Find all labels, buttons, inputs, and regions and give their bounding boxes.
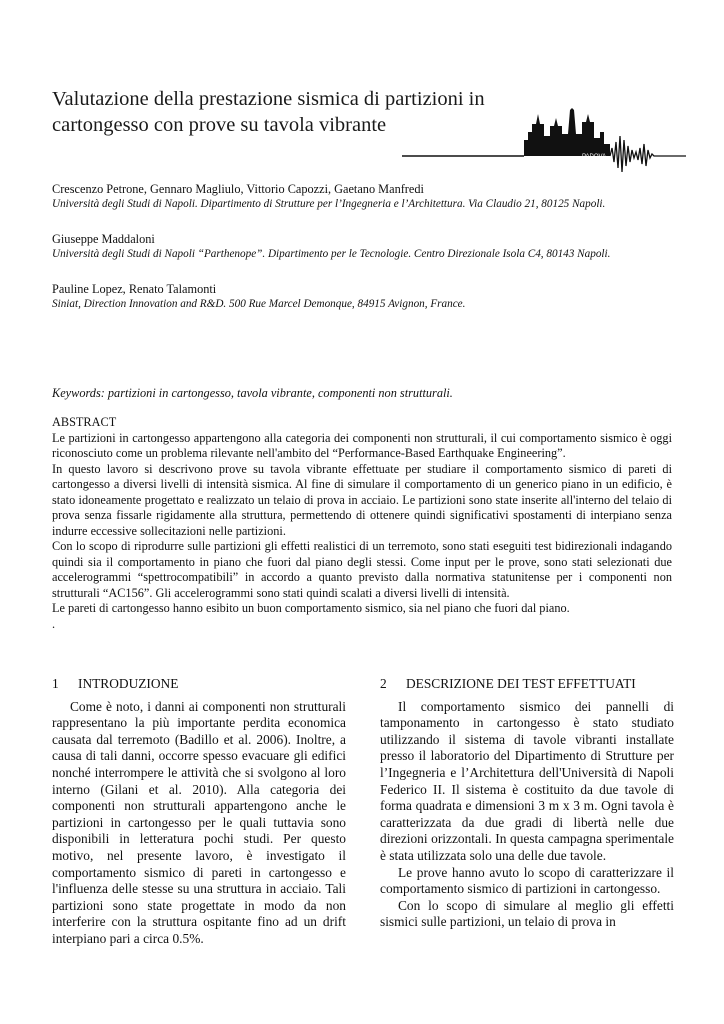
section-introduzione (52, 676, 346, 948)
abstract (52, 415, 672, 632)
section-title: INTRODUZIONE (78, 676, 179, 691)
author-group-1 (52, 182, 652, 211)
abstract-paragraph: Le partizioni in cartongesso appartengono alla categoria dei componenti non strutturali, il cui comportamento sismico è oggi riconosciuto come un problema rilevante nell'ambito del “Performance-Based Earthquake Engineering”. (52, 430, 672, 460)
abstract-paragraph: Con lo scopo di riprodurre sulle partizioni gli effetti realistici di un terremoto, sono stati eseguiti test bidirezionali indagando quindi sia il comportamento in piano che fuori dal piano degli stessi. Come input per le prove, sono stati selezionati due accelerogrammi “spettrocompatibili” in accordo a quanto previsto dalla normativa statunitense per i componenti non strutturali “AC156”. Gli accelerogrammi sono stati quindi scalati a diversi livelli di intensità. (52, 539, 672, 600)
keywords: Keywords: partizioni in cartongesso, tavola vibrante, componenti non strutturali. (52, 386, 453, 400)
author-group-3 (52, 282, 652, 311)
section-descrizione-test (380, 676, 674, 931)
abstract-paragraph: In questo lavoro si descrivono prove su tavola vibrante effettuate per studiare il comportamento sismico di pareti di cartongesso a diversi livelli di intensità sismica. Al fine di simulare il comportamento di un generico piano in un edificio, è stato idoneamente progettato e realizzato un telaio di prova in acciaio. Le partizioni sono state inserite all'interno del telaio di prova senza fissarle rigidamente alla struttura, permettendo di ottenere quindi significativi spostamenti di interpiano senza indurre eccessive sollecitazioni nelle partizioni. (52, 461, 672, 538)
author-names: Giuseppe Maddaloni (52, 232, 155, 246)
section-heading (380, 676, 674, 693)
author-names: Pauline Lopez, Renato Talamonti (52, 282, 217, 296)
section-paragraph: Come è noto, i danni ai componenti non strutturali rappresentano la più importante perdita economica causata dal terremoto (Badillo et al. 2006). Inoltre, a causa di tali danni, occorre spesso evacuare gli edifici nonché interrompere le attività che si svolgono al loro interno (Gilani et al. 2010). Alla categoria dei componenti non strutturali appartengono anche le partizioni in cartongesso per le quali tuttavia sono disponibili in letteratura pochi studi. Per questo motivo, nel presente lavoro, è investigato il comportamento sismico di pareti in cartongesso e l'influenza delle stesse su una struttura in acciaio. Tali partizioni sono state progettate in modo da non interferire con la struttura ospitante fino ad un drift interpiano pari a circa 0.5%. (52, 698, 346, 946)
section-title: DESCRIZIONE DEI TEST EFFETTUATI (406, 676, 636, 691)
author-affiliation: Università degli Studi di Napoli. Dipartimento di Strutture per l’Ingegneria e l’Architettura. Via Claudio 21, 80125 Napoli. (52, 198, 606, 210)
section-paragraph: Il comportamento sismico dei pannelli di tamponamento in cartongesso è stato studiato utilizzando il sistema di tavole vibranti installate presso il laboratorio del Dipartimento di Strutture per l’Ingegneria e l’Architettura dell'Università di Napoli Federico II. Il sistema è costituito da due tavole di forma quadrata e dimensioni 3 m x 3 m. Ogni tavola è caratterizzata da due gradi di libertà nelle due direzioni orizzontali. In questa campagna sperimentale è stata utilizzata solo una delle due tavole. (380, 698, 674, 863)
section-paragraph: Con lo scopo di simulare al meglio gli effetti sismici sulle partizioni, un telaio di prova in (380, 897, 674, 930)
author-group-2 (52, 232, 652, 261)
abstract-heading: ABSTRACT (52, 415, 117, 429)
padova-skyline-logo (398, 96, 688, 176)
author-names: Crescenzo Petrone, Gennaro Magliulo, Vittorio Capozzi, Gaetano Manfredi (52, 182, 424, 196)
author-affiliation: Siniat, Direction Innovation and R&D. 500 Rue Marcel Demonque, 84915 Avignon, France. (52, 298, 466, 310)
abstract-paragraph: . (52, 616, 56, 631)
section-number: 2 (380, 676, 387, 691)
section-paragraph: Le prove hanno avuto lo scopo di caratterizzare il comportamento sismico di partizioni in cartongesso. (380, 864, 674, 897)
abstract-paragraph: Le pareti di cartongesso hanno esibito un buon comportamento sismico, sia nel piano che fuori dal piano. (52, 601, 570, 615)
section-number: 1 (52, 676, 59, 691)
author-affiliation: Università degli Studi di Napoli “Parthenope”. Dipartimento per le Tecnologie. Centro Direzionale Isola C4, 80143 Napoli. (52, 248, 611, 260)
logo-label: PADOVA (582, 154, 607, 160)
section-heading (52, 676, 346, 693)
paper-title: Valutazione della prestazione sismica di partizioni in cartongesso con prove su tavola vibrante (52, 88, 485, 136)
